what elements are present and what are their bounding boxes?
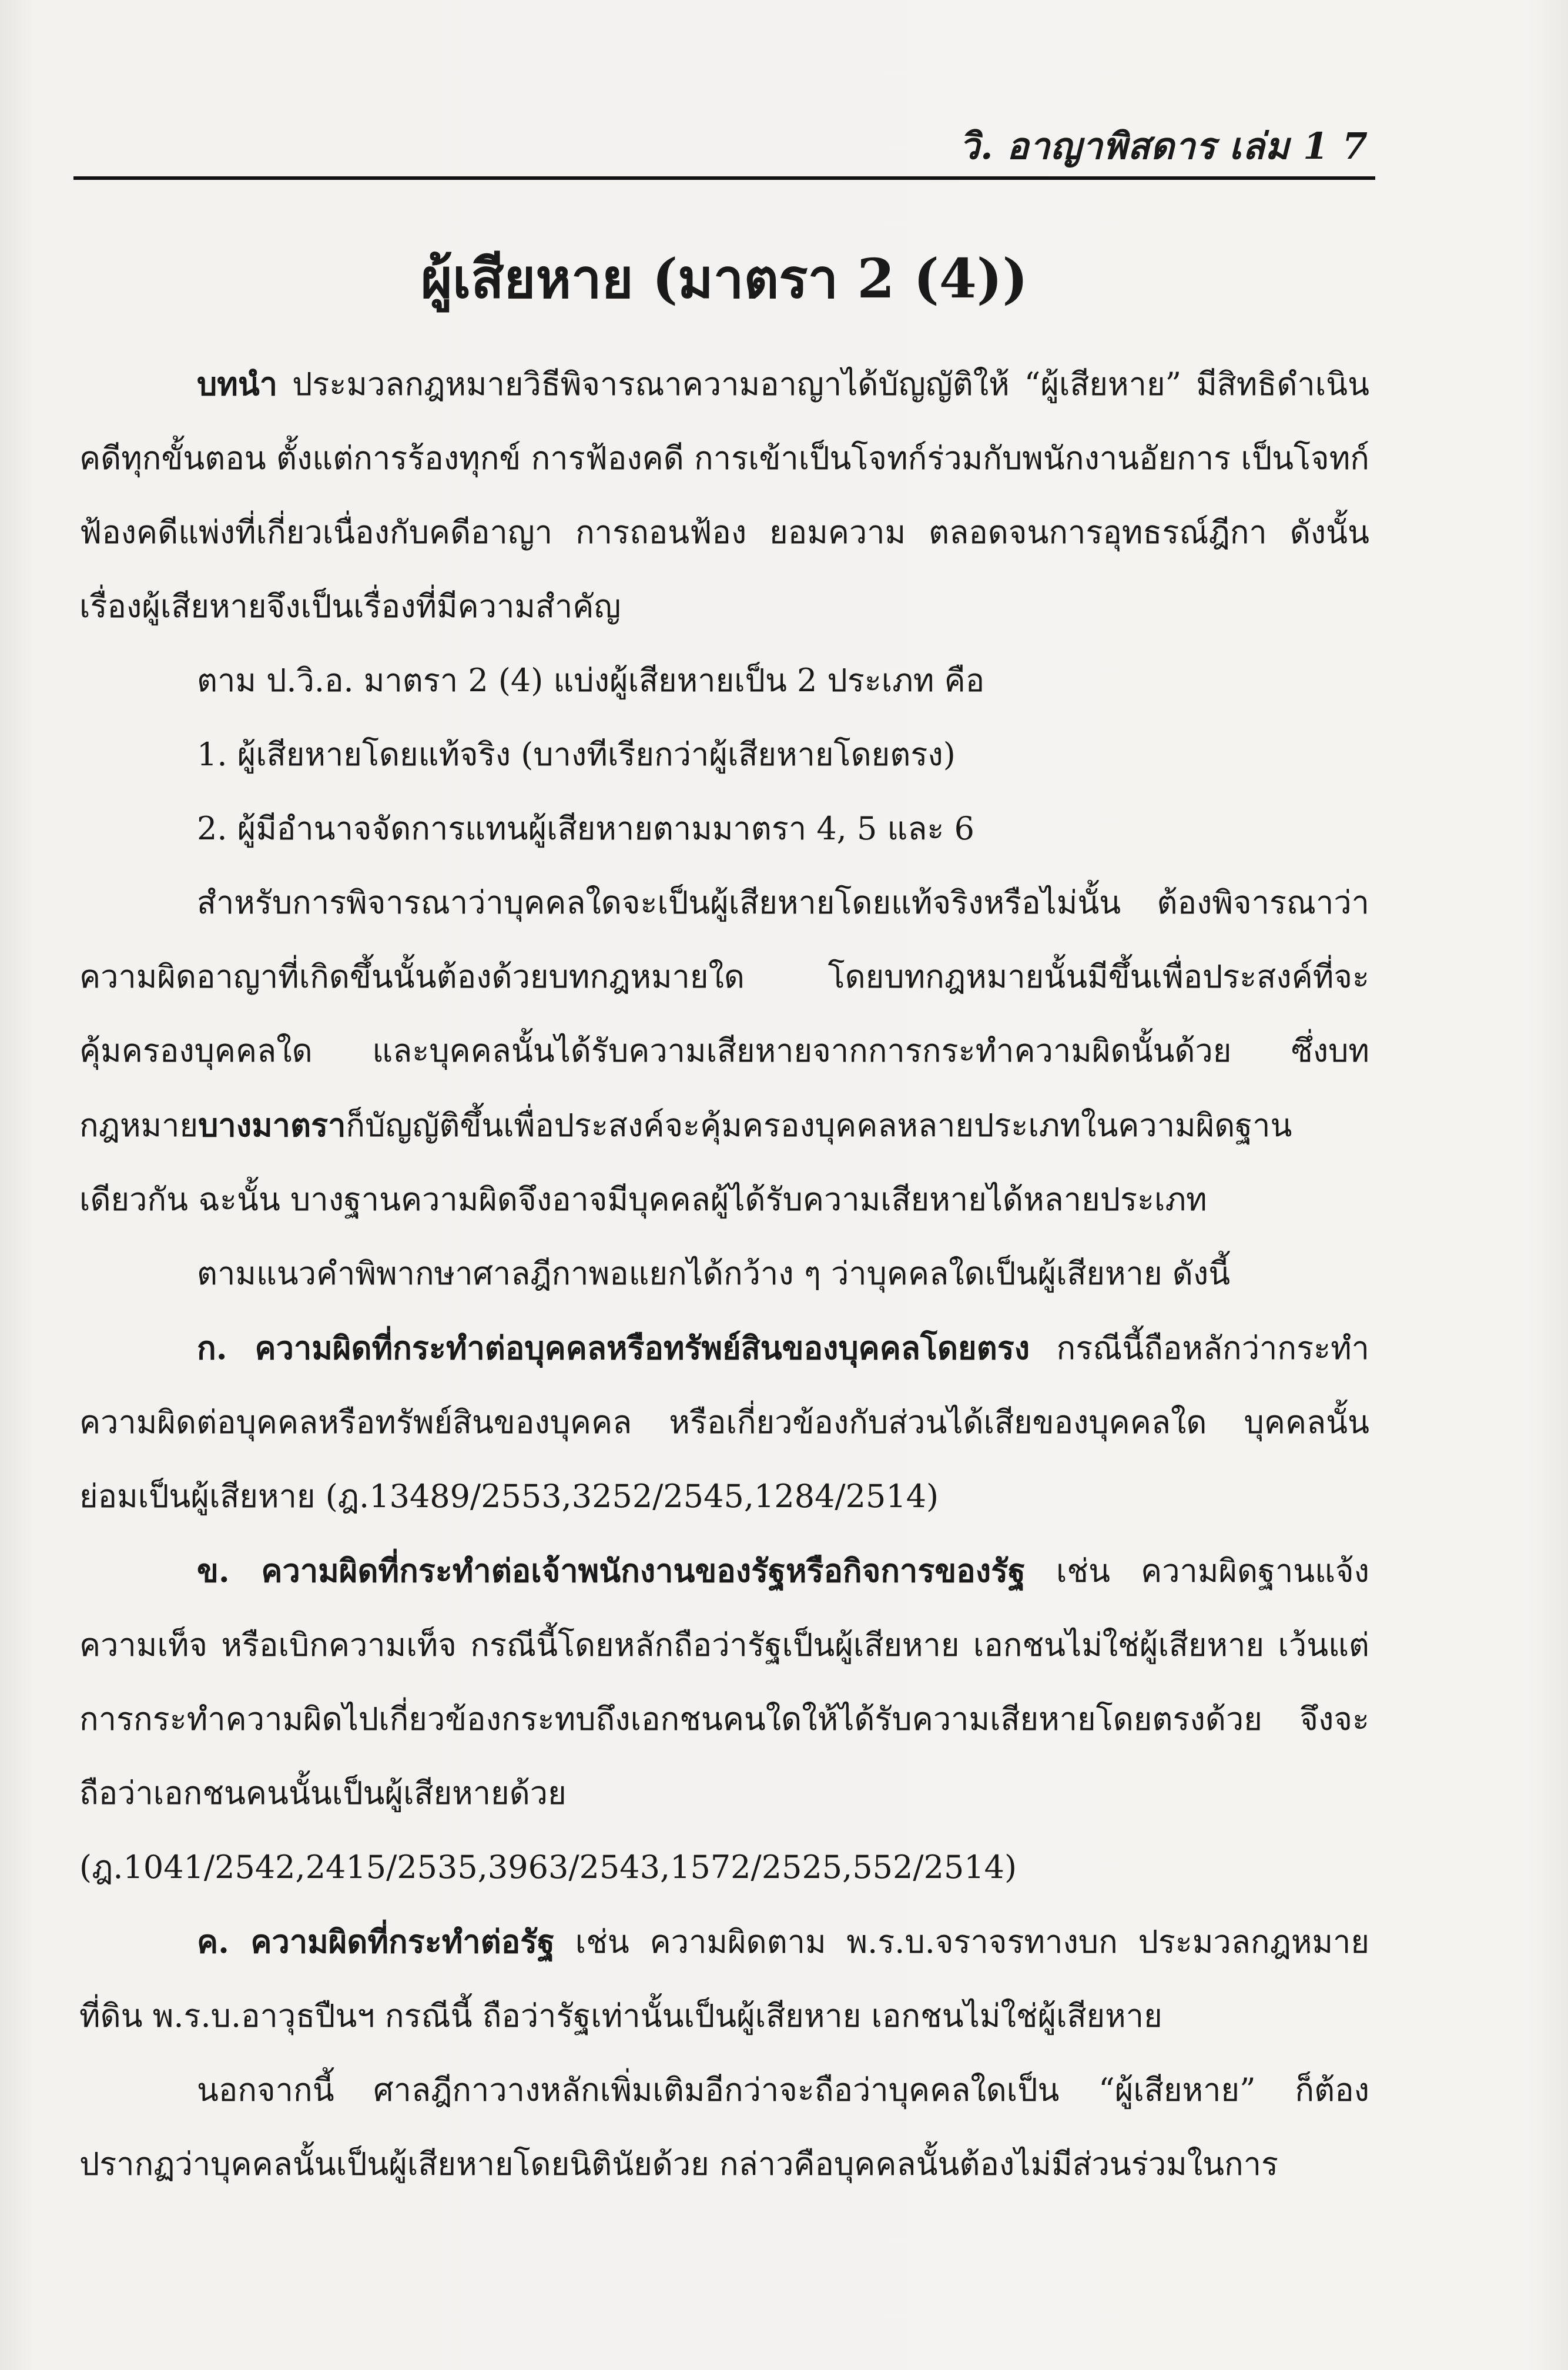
case-a-text: กรณีนี้ถือหลักว่ากระทำความผิดต่อบุคคลหรือทรัพย์สินของบุคคล หรือเกี่ยวข้องกับส่วนได้เสียของบุคคลใด บุคคลนั้นย่อมเป็นผู้เสียหาย (ฎ.13489/2553,3252/2545,1284/2514) xyxy=(79,1330,1370,1515)
precedent-intro: ตามแนวคำพิพากษาศาลฎีกาพอแยกได้กว้าง ๆ ว่าบุคคลใดเป็นผู้เสียหาย ดังนี้ xyxy=(197,1255,1231,1292)
closing-paragraph: นอกจากนี้ ศาลฎีกาวางหลักเพิ่มเติมอีกว่าจะถือว่าบุคคลใดเป็น “ผู้เสียหาย” ก็ต้องปรากฏว่าบุคคลนั้นเป็นผู้เสียหายโดยนิตินัยด้วย กล่าวคือบุคคลนั้นต้องไม่มีส่วนร่วมในการ xyxy=(79,2071,1369,2182)
case-c-text: เช่น ความผิดตาม พ.ร.บ.จราจรทางบก ประมวลกฎหมายที่ดิน พ.ร.บ.อาวุธปืนฯ กรณีนี้ ถือว่ารัฐเท่านั้นเป็นผู้เสียหาย เอกชนไม่ใช่ผู้เสียหาย xyxy=(79,1923,1370,2034)
case-paragraph-c xyxy=(79,1904,1369,2053)
types-intro: ตาม ป.วิ.อ. มาตรา 2 (4) แบ่งผู้เสียหายเป็น 2 ประเภท คือ xyxy=(197,662,985,699)
consideration-part2: ก็บัญญัติขึ้นเพื่อประสงค์จะคุ้มครองบุคคลหลายประเภทในความผิดฐานเดียวกัน ฉะนั้น บางฐานความผิดจึงอาจมีบุคคลผู้ได้รับความเสียหายได้หลายประเภท xyxy=(79,1107,1292,1218)
type-item-2: 2. ผู้มีอำนาจจัดการแทนผู้เสียหายตามมาตรา 4, 5 และ 6 xyxy=(197,810,974,847)
intro-text: ประมวลกฎหมายวิธีพิจารณาความอาญาได้บัญญัติให้ “ผู้เสียหาย” มีสิทธิดำเนินคดีทุกขั้นตอน ตั้งแต่การร้องทุกข์ การฟ้องคดี การเข้าเป็นโจทก์ร่วมกับพนักงานอัยการ เป็นโจทก์ฟ้องคดีแพ่งที่เกี่ยวเนื่องกับคดีอาญา การถอนฟ้อง ยอมความ ตลอดจนการอุทธรณ์ฎีกา ดังนั้น เรื่องผู้เสียหายจึงเป็นเรื่องที่มีความสำคัญ xyxy=(79,366,1369,625)
case-c-lead: ค. ความผิดที่กระทำต่อรัฐ xyxy=(197,1923,555,1960)
type-item-1: 1. ผู้เสียหายโดยแท้จริง (บางทีเรียกว่าผู้เสียหายโดยตรง) xyxy=(197,736,956,773)
intro-lead: บทนำ xyxy=(197,365,278,403)
body-text xyxy=(79,347,1369,2201)
intro-paragraph xyxy=(79,347,1369,644)
header-rule xyxy=(73,176,1375,180)
consideration-paragraph xyxy=(79,866,1369,1237)
case-a-lead: ก. ความผิดที่กระทำต่อบุคคลหรือทรัพย์สินของบุคคลโดยตรง xyxy=(197,1329,1030,1367)
case-b-text: เช่น ความผิดฐานแจ้งความเท็จ หรือเบิกความเท็จ กรณีนี้โดยหลักถือว่ารัฐเป็นผู้เสียหาย เอกชนไม่ใช่ผู้เสียหาย เว้นแต่การกระทำความผิดไปเกี่ยวข้องกระทบถึงเอกชนคนใดให้ได้รับความเสียหายโดยตรงด้วย จึงจะถือว่าเอกชนคนนั้นเป็นผู้เสียหายด้วย (ฎ.1041/2542,2415/2535,3963/2543,1572/2525,552/2514) xyxy=(79,1552,1369,1886)
case-paragraph-a xyxy=(79,1311,1369,1534)
case-paragraph-b xyxy=(79,1534,1369,1904)
case-b-lead: ข. ความผิดที่กระทำต่อเจ้าพนักงานของรัฐหรือกิจการของรัฐ xyxy=(197,1552,1026,1589)
consideration-part1: สำหรับการพิจารณาว่าบุคคลใดจะเป็นผู้เสียหายโดยแท้จริงหรือไม่นั้น ต้องพิจารณาว่าความผิดอาญาที่เกิดขึ้นนั้นต้องด้วยบทกฎหมายใด โดยบทกฎหมายนั้นมีขึ้นเพื่อประสงค์ที่จะคุ้มครองบุคคลใด และบุคคลนั้นได้รับความเสียหายจากการกระทำความผิดนั้นด้วย ซึ่งบทกฎหมาย xyxy=(79,884,1369,1144)
consideration-bold: บางมาตรา xyxy=(198,1106,346,1144)
chapter-title: ผู้เสียหาย (มาตรา 2 (4)) xyxy=(421,247,1028,310)
running-header: วิ. อาญาพิสดาร เล่ม 1 7 xyxy=(959,125,1368,168)
